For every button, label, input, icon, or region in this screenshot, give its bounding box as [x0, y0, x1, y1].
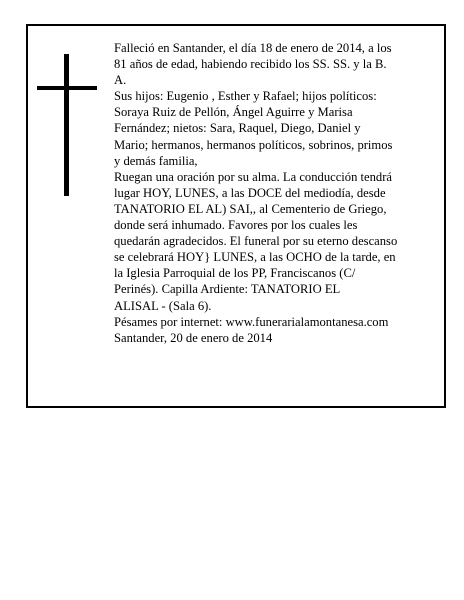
text-line: se celebrará HOY} LUNES, a las OCHO de la tarde, en — [114, 250, 396, 265]
text-line: Sus hijos: Eugenio , Esther y Rafael; hijos políticos: — [114, 89, 377, 104]
text-line: quedarán agradecidos. El funeral por su eterno descanso — [114, 234, 398, 249]
text-line: Mario; hermanos, hermanos políticos, sobrinos, primos — [114, 137, 393, 152]
text-line: lugar HOY, LUNES, a las DOCE del mediodía, desde — [114, 185, 386, 200]
text-line: Soraya Ruiz de Pellón, Ángel Aguirre y Marisa — [114, 105, 353, 120]
text-line: A. — [114, 73, 127, 88]
cross-vertical-bar — [64, 54, 69, 196]
obituary-text — [114, 40, 438, 346]
text-line: Falleció en Santander, el día 18 de enero de 2014, a los — [114, 41, 392, 55]
text-line: Pésames por internet: www.funerarialamontanesa.com — [114, 314, 389, 329]
cross-icon — [37, 54, 97, 196]
text-line: TANATORIO EL AL) SAI,, al Cementerio de Griego, — [114, 201, 387, 216]
cross-horizontal-bar — [37, 86, 97, 90]
text-line: 81 años de edad, habiendo recibido los SS. SS. y la B. — [114, 57, 387, 72]
text-line: y demás familia, — [114, 153, 198, 168]
text-line: ALISAL - (Sala 6). — [114, 298, 212, 313]
text-line: Ruegan una oración por su alma. La conducción tendrá — [114, 169, 393, 184]
text-line: Fernández; nietos: Sara, Raquel, Diego, Daniel y — [114, 121, 361, 136]
text-line: donde será inhumado. Favores por los cuales les — [114, 218, 358, 233]
text-line: Perinés). Capilla Ardiente: TANATORIO EL — [114, 282, 341, 297]
text-line: la Iglesia Parroquial de los PP, Franciscanos (C/ — [114, 266, 356, 281]
text-line: Santander, 20 de enero de 2014 — [114, 330, 273, 345]
